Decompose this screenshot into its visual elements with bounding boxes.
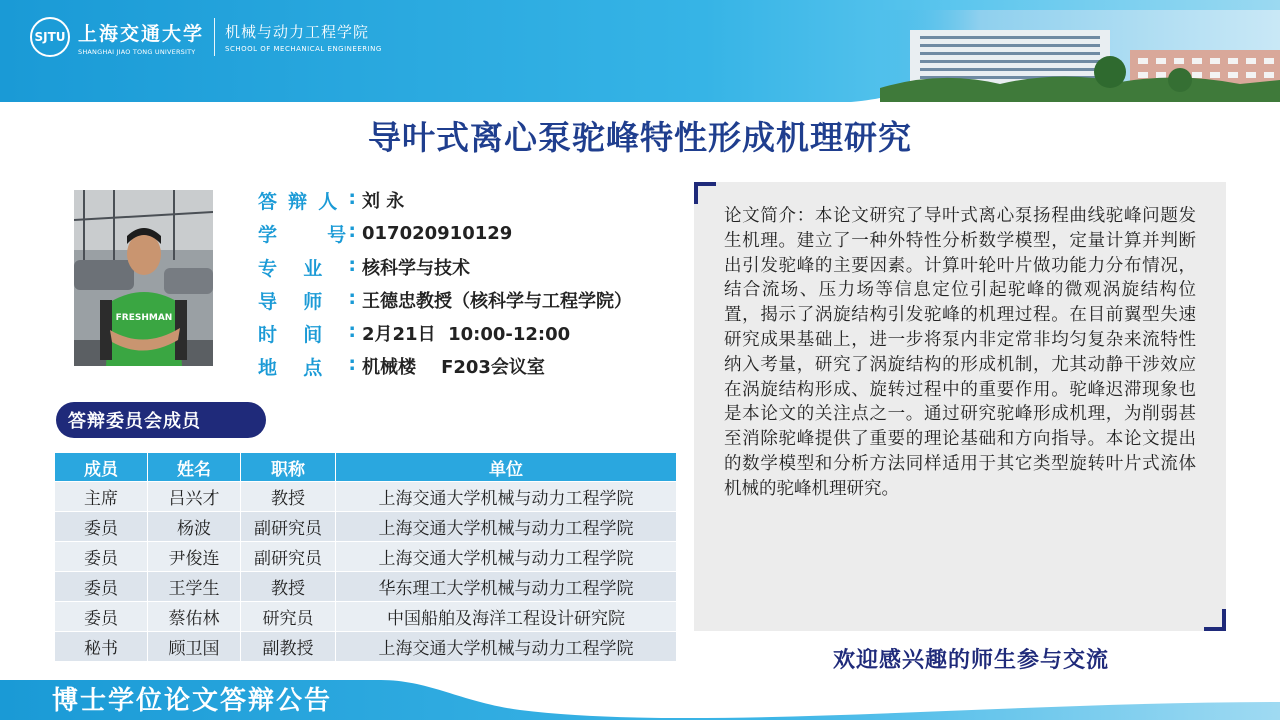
- cell-title: 教授: [241, 482, 336, 512]
- cell-name: 杨波: [148, 512, 241, 542]
- school-name-cn: 机械与动力工程学院: [225, 23, 370, 41]
- cell-role: 委员: [55, 572, 148, 602]
- cell-unit: 中国船舶及海洋工程设计研究院: [336, 602, 677, 632]
- table-row: [55, 602, 677, 632]
- column-header-unit: 单位: [336, 453, 677, 482]
- column-header-name: 姓名: [148, 453, 241, 482]
- info-value-defender: 刘 永: [362, 191, 405, 212]
- info-value-location: 机械楼 F203会议室: [362, 357, 545, 378]
- corner-bracket-top-left: [694, 182, 716, 204]
- table-row: [55, 572, 677, 602]
- cell-role: 委员: [55, 512, 148, 542]
- cell-name: 吕兴才: [148, 482, 241, 512]
- campus-photo: [880, 10, 1280, 102]
- cell-unit: 上海交通大学机械与动力工程学院: [336, 482, 677, 512]
- info-label: 地 点 :: [258, 352, 356, 379]
- university-name-en: SHANGHAI JIAO TONG UNIVERSITY: [78, 47, 196, 56]
- cell-unit: 上海交通大学机械与动力工程学院: [336, 542, 677, 572]
- cell-role: 委员: [55, 542, 148, 572]
- university-logo: [30, 14, 382, 60]
- cell-unit: 华东理工大学机械与动力工程学院: [336, 572, 677, 602]
- info-row-advisor: [258, 286, 632, 314]
- cell-title: 副研究员: [241, 542, 336, 572]
- table-row: [55, 632, 677, 662]
- info-label: 答 辩 人 :: [258, 186, 356, 213]
- logo-divider: [214, 18, 215, 56]
- page-title: 导叶式离心泵驼峰特性形成机理研究: [368, 118, 912, 157]
- cell-title: 教授: [241, 572, 336, 602]
- candidate-photo: [74, 190, 213, 366]
- svg-text:FRESHMAN: FRESHMAN: [115, 313, 173, 323]
- cell-role: 委员: [55, 602, 148, 632]
- table-row: [55, 542, 677, 572]
- footer-title: 博士学位论文答辩公告: [52, 686, 333, 716]
- cell-name: 顾卫国: [148, 632, 241, 662]
- committee-title: 答辩委员会成员: [56, 402, 266, 438]
- info-value-major: 核科学与技术: [362, 258, 470, 279]
- info-row-time: [258, 319, 570, 347]
- university-name-cn: 上海交通大学: [78, 22, 205, 45]
- table-row: [55, 512, 677, 542]
- info-row-major: [258, 253, 470, 281]
- info-label: 学 号 :: [258, 219, 356, 246]
- info-label: 时 间 :: [258, 319, 356, 346]
- info-value-time: 2月21日 10:00-12:00: [362, 324, 571, 345]
- corner-bracket-bottom-right: [1204, 609, 1226, 631]
- school-name-en: SCHOOL OF MECHANICAL ENGINEERING: [225, 45, 382, 53]
- cell-title: 研究员: [241, 602, 336, 632]
- info-label: 导 师 :: [258, 286, 356, 313]
- abstract-text: 论文简介：本论文研究了导叶式离心泵扬程曲线驼峰问题发生机理。建立了一种外特性分析数学模型，定量计算并判断出引发驼峰的主要因素。计算叶轮叶片做功能力分布情况，结合流场、压力场等信息定位引起驼峰的微观涡旋结构位置，揭示了涡旋结构引发驼峰的机理过程。在目前翼型失速研究成果基础上，进一步将泵内非定常非均匀复杂来流特性纳入考量，研究了涡旋结构的形成机制，尤其动静干涉效应在涡旋结构形成、旋转过程中的重要作用。驼峰迟滞现象也是本论文的关注点之一。通过研究驼峰形成机理，为削弱甚至消除驼峰提供了重要的理论基础和方向指导。本论文提出的数学模型和分析方法同样适用于其它类型旋转叶片式流体机械的驼峰机理研究。: [724, 206, 1196, 499]
- column-header-title: 职称: [241, 453, 336, 482]
- cell-title: 副研究员: [241, 512, 336, 542]
- column-header-role: 成员: [55, 453, 148, 482]
- committee-table: [54, 452, 677, 662]
- university-seal-icon: SJTU: [30, 17, 70, 57]
- info-value-advisor: 王德忠教授（核科学与工程学院）: [362, 291, 632, 312]
- info-row-student-id: [258, 219, 512, 247]
- table-row: [55, 482, 677, 512]
- info-value-student-id: 017020910129: [362, 222, 513, 244]
- info-row-defender: [258, 186, 404, 214]
- cell-name: 蔡佑林: [148, 602, 241, 632]
- cell-title: 副教授: [241, 632, 336, 662]
- cell-unit: 上海交通大学机械与动力工程学院: [336, 632, 677, 662]
- cell-name: 王学生: [148, 572, 241, 602]
- cell-role: 秘书: [55, 632, 148, 662]
- welcome-message: 欢迎感兴趣的师生参与交流: [832, 648, 1109, 673]
- cell-role: 主席: [55, 482, 148, 512]
- cell-name: 尹俊连: [148, 542, 241, 572]
- info-label: 专 业 :: [258, 253, 356, 280]
- cell-unit: 上海交通大学机械与动力工程学院: [336, 512, 677, 542]
- info-row-location: [258, 352, 545, 380]
